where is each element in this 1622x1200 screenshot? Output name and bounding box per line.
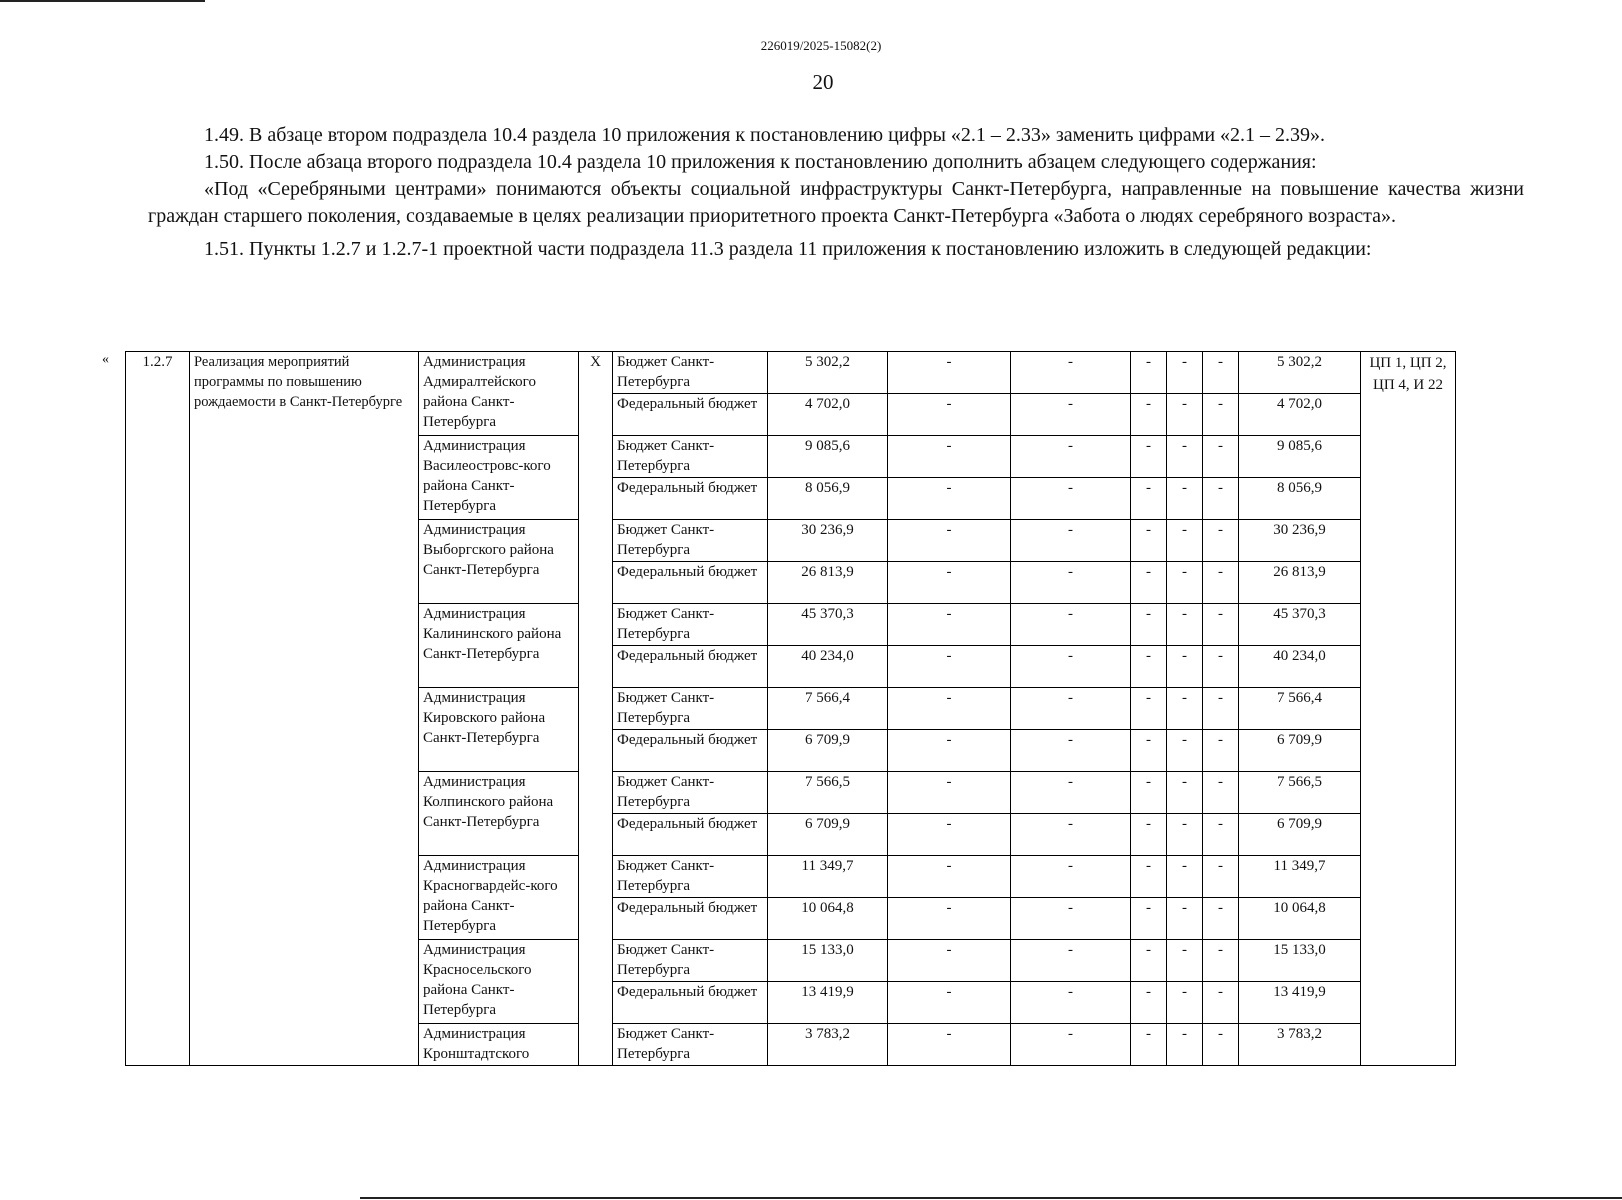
amount-cell: 30 236,9 — [768, 520, 888, 562]
dash-cell: - — [1167, 352, 1203, 394]
total-cell: 40 234,0 — [1239, 646, 1361, 688]
funding-source-cell: Федеральный бюджет — [613, 562, 768, 604]
dash-cell: - — [1167, 520, 1203, 562]
dash-cell: - — [1131, 520, 1167, 562]
dash-cell: - — [1131, 772, 1167, 814]
total-cell: 8 056,9 — [1239, 478, 1361, 520]
funding-source-cell: Федеральный бюджет — [613, 646, 768, 688]
dash-cell: - — [888, 814, 1011, 856]
dash-cell: - — [1203, 436, 1239, 478]
total-cell: 13 419,9 — [1239, 982, 1361, 1024]
executor-cell: Администрация Адмиралтейского района Санкт-Петербурга — [419, 352, 579, 436]
amount-cell: 13 419,9 — [768, 982, 888, 1024]
funding-source-cell: Бюджет Санкт-Петербурга — [613, 772, 768, 814]
dash-cell: - — [1131, 646, 1167, 688]
amount-cell: 10 064,8 — [768, 898, 888, 940]
dash-cell: - — [1131, 604, 1167, 646]
dash-cell: - — [1167, 436, 1203, 478]
total-cell: 6 709,9 — [1239, 814, 1361, 856]
dash-cell: - — [1203, 352, 1239, 394]
dash-cell: - — [1011, 604, 1131, 646]
funding-source-cell: Федеральный бюджет — [613, 898, 768, 940]
dash-cell: - — [888, 856, 1011, 898]
dash-cell: - — [1131, 688, 1167, 730]
dash-cell: - — [1203, 520, 1239, 562]
dash-cell: - — [888, 688, 1011, 730]
dash-cell: - — [888, 436, 1011, 478]
dash-cell: - — [1203, 730, 1239, 772]
funding-source-cell: Федеральный бюджет — [613, 730, 768, 772]
amount-cell: 3 783,2 — [768, 1024, 888, 1066]
dash-cell: - — [1167, 604, 1203, 646]
dash-cell: - — [888, 772, 1011, 814]
total-cell: 9 085,6 — [1239, 436, 1361, 478]
total-cell: 10 064,8 — [1239, 898, 1361, 940]
dash-cell: - — [1167, 898, 1203, 940]
dash-cell: - — [1011, 688, 1131, 730]
dash-cell: - — [1131, 562, 1167, 604]
dash-cell: - — [1167, 772, 1203, 814]
dash-cell: - — [1203, 646, 1239, 688]
dash-cell: - — [1011, 940, 1131, 982]
dash-cell: - — [1011, 562, 1131, 604]
program-table — [125, 351, 1456, 1066]
total-cell: 30 236,9 — [1239, 520, 1361, 562]
total-cell: 3 783,2 — [1239, 1024, 1361, 1066]
dash-cell: - — [1131, 478, 1167, 520]
dash-cell: - — [1203, 604, 1239, 646]
funding-source-cell: Федеральный бюджет — [613, 394, 768, 436]
dash-cell: - — [1203, 898, 1239, 940]
item-name-cell: Реализация мероприятий программы по повышению рождаемости в Санкт-Петербурге — [190, 352, 419, 1066]
amount-cell: 5 302,2 — [768, 352, 888, 394]
dash-cell: - — [888, 982, 1011, 1024]
dash-cell: - — [1167, 856, 1203, 898]
amount-cell: 11 349,7 — [768, 856, 888, 898]
funding-source-cell: Бюджет Санкт-Петербурга — [613, 688, 768, 730]
dash-cell: - — [1131, 394, 1167, 436]
paragraph-1-50: 1.50. После абзаца второго подраздела 10.4 раздела 10 приложения к постановлению дополнить абзацем следующего содержания: — [204, 151, 1317, 173]
amount-cell: 7 566,5 — [768, 772, 888, 814]
total-cell: 11 349,7 — [1239, 856, 1361, 898]
dash-cell: - — [888, 562, 1011, 604]
amount-cell: 6 709,9 — [768, 814, 888, 856]
dash-cell: - — [1131, 352, 1167, 394]
total-cell: 5 302,2 — [1239, 352, 1361, 394]
total-cell: 45 370,3 — [1239, 604, 1361, 646]
executor-cell: Администрация Кронштадтского — [419, 1024, 579, 1066]
dash-cell: - — [1011, 352, 1131, 394]
paragraph-1-51: 1.51. Пункты 1.2.7 и 1.2.7-1 проектной части подраздела 11.3 раздела 11 приложения к постановлению изложить в следующей редакции: — [204, 238, 1372, 260]
dash-cell: - — [1011, 646, 1131, 688]
dash-cell: - — [1167, 814, 1203, 856]
dash-cell: - — [1167, 1024, 1203, 1066]
dash-cell: - — [1203, 814, 1239, 856]
dash-cell: - — [888, 940, 1011, 982]
dash-cell: - — [1131, 856, 1167, 898]
total-cell: 15 133,0 — [1239, 940, 1361, 982]
dash-cell: - — [888, 394, 1011, 436]
executor-cell: Администрация Колпинского района Санкт-Петербурга — [419, 772, 579, 856]
x-mark-cell: Х — [579, 352, 613, 1066]
dash-cell: - — [1011, 772, 1131, 814]
amount-cell: 40 234,0 — [768, 646, 888, 688]
dash-cell: - — [888, 520, 1011, 562]
amount-cell: 26 813,9 — [768, 562, 888, 604]
dash-cell: - — [888, 730, 1011, 772]
dash-cell: - — [888, 1024, 1011, 1066]
total-cell: 6 709,9 — [1239, 730, 1361, 772]
dash-cell: - — [888, 478, 1011, 520]
dash-cell: - — [1167, 982, 1203, 1024]
total-cell: 26 813,9 — [1239, 562, 1361, 604]
amount-cell: 4 702,0 — [768, 394, 888, 436]
dash-cell: - — [1131, 1024, 1167, 1066]
dash-cell: - — [1167, 646, 1203, 688]
dash-cell: - — [888, 604, 1011, 646]
executor-cell: Администрация Красногвардейс-кого района Санкт-Петербурга — [419, 856, 579, 940]
dash-cell: - — [1203, 856, 1239, 898]
amount-cell: 6 709,9 — [768, 730, 888, 772]
funding-source-cell: Федеральный бюджет — [613, 814, 768, 856]
dash-cell: - — [1131, 940, 1167, 982]
dash-cell: - — [1167, 730, 1203, 772]
total-cell: 7 566,4 — [1239, 688, 1361, 730]
amendment-text — [148, 122, 1524, 263]
scan-edge-top — [0, 0, 205, 2]
executor-cell: Администрация Кировского района Санкт-Петербурга — [419, 688, 579, 772]
total-cell: 7 566,5 — [1239, 772, 1361, 814]
amount-cell: 45 370,3 — [768, 604, 888, 646]
dash-cell: - — [1011, 394, 1131, 436]
dash-cell: - — [1167, 688, 1203, 730]
quote-open-mark: « — [102, 352, 109, 367]
dash-cell: - — [1203, 772, 1239, 814]
dash-cell: - — [1011, 982, 1131, 1024]
dash-cell: - — [888, 646, 1011, 688]
dash-cell: - — [1131, 814, 1167, 856]
dash-cell: - — [1203, 478, 1239, 520]
amount-cell: 15 133,0 — [768, 940, 888, 982]
dash-cell: - — [1131, 436, 1167, 478]
funding-source-cell: Бюджет Санкт-Петербурга — [613, 940, 768, 982]
dash-cell: - — [1011, 898, 1131, 940]
dash-cell: - — [1203, 1024, 1239, 1066]
table-row — [126, 352, 1456, 394]
dash-cell: - — [1203, 562, 1239, 604]
funding-source-cell: Федеральный бюджет — [613, 478, 768, 520]
dash-cell: - — [1011, 436, 1131, 478]
dash-cell: - — [888, 898, 1011, 940]
dash-cell: - — [1203, 394, 1239, 436]
executor-cell: Администрация Красносельского района Санкт-Петербурга — [419, 940, 579, 1024]
dash-cell: - — [1011, 478, 1131, 520]
amount-cell: 7 566,4 — [768, 688, 888, 730]
dash-cell: - — [1131, 730, 1167, 772]
dash-cell: - — [1011, 856, 1131, 898]
funding-source-cell: Бюджет Санкт-Петербурга — [613, 1024, 768, 1066]
funding-source-cell: Бюджет Санкт-Петербурга — [613, 604, 768, 646]
dash-cell: - — [1011, 520, 1131, 562]
amount-cell: 9 085,6 — [768, 436, 888, 478]
dash-cell: - — [888, 352, 1011, 394]
indicators-cell: ЦП 1, ЦП 2, ЦП 4, И 22 — [1361, 352, 1456, 1066]
funding-source-cell: Бюджет Санкт-Петербурга — [613, 520, 768, 562]
page-number: 20 — [812, 70, 834, 94]
dash-cell: - — [1011, 1024, 1131, 1066]
dash-cell: - — [1203, 688, 1239, 730]
paragraph-1-49: 1.49. В абзаце втором подраздела 10.4 раздела 10 приложения к постановлению цифры «2.1 – 2.33» заменить цифрами «2.1 – 2.39». — [204, 124, 1326, 146]
executor-cell: Администрация Калининского района Санкт-Петербурга — [419, 604, 579, 688]
dash-cell: - — [1131, 898, 1167, 940]
funding-source-cell: Бюджет Санкт-Петербурга — [613, 436, 768, 478]
executor-cell: Администрация Выборгского района Санкт-Петербурга — [419, 520, 579, 604]
dash-cell: - — [1203, 982, 1239, 1024]
paragraph-quote: «Под «Серебряными центрами» понимаются объекты социальной инфраструктуры Санкт-Петербурга, направленные на повышение качества жизни граждан старшего поколения, создаваемые в целях реализации приоритетного проекта Санкт-Петербурга «Забота о людях серебряного возраста». — [148, 178, 1524, 227]
executor-cell: Администрация Василеостровс-кого района Санкт-Петербурга — [419, 436, 579, 520]
dash-cell: - — [1203, 940, 1239, 982]
dash-cell: - — [1011, 814, 1131, 856]
item-number-cell: 1.2.7 — [126, 352, 190, 1066]
total-cell: 4 702,0 — [1239, 394, 1361, 436]
funding-source-cell: Бюджет Санкт-Петербурга — [613, 352, 768, 394]
dash-cell: - — [1167, 940, 1203, 982]
dash-cell: - — [1167, 394, 1203, 436]
dash-cell: - — [1167, 562, 1203, 604]
dash-cell: - — [1011, 730, 1131, 772]
document-number: 226019/2025-15082(2) — [760, 38, 882, 53]
funding-source-cell: Федеральный бюджет — [613, 982, 768, 1024]
dash-cell: - — [1167, 478, 1203, 520]
dash-cell: - — [1131, 982, 1167, 1024]
amount-cell: 8 056,9 — [768, 478, 888, 520]
scan-edge-bottom — [360, 1197, 1622, 1199]
funding-source-cell: Бюджет Санкт-Петербурга — [613, 856, 768, 898]
